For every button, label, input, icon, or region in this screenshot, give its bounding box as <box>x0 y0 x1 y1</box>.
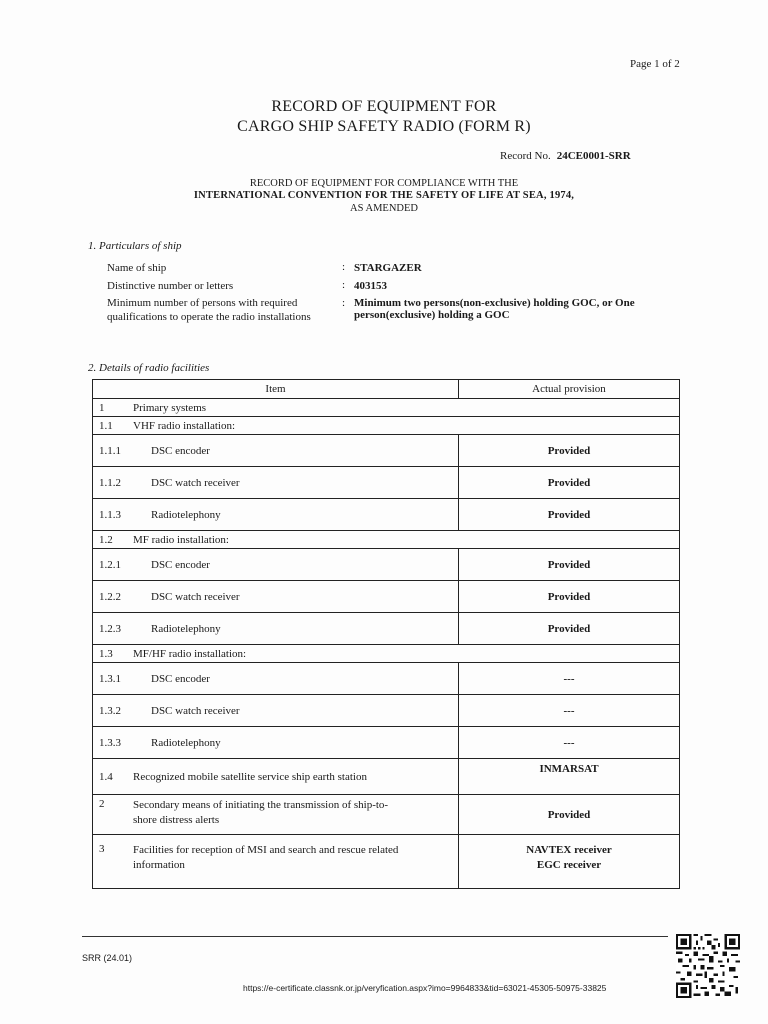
row-label: MF/HF radio installation: <box>133 647 247 660</box>
row-label-line2: information <box>133 859 185 871</box>
row-number: 2 <box>99 798 105 810</box>
table-row <box>93 663 680 695</box>
min-persons-value-line1: Minimum two persons(non-exclusive) holding GOC, or One <box>354 297 635 309</box>
table-row <box>93 549 680 581</box>
row-provision: Provided <box>459 549 680 581</box>
row-number: 1.1.3 <box>99 508 121 521</box>
page-number: Page 1 of 2 <box>630 58 680 70</box>
row-provision: --- <box>459 695 680 727</box>
convention-line2: INTERNATIONAL CONVENTION FOR THE SAFETY OF LIFE AT SEA, 1974, <box>193 190 575 201</box>
row-provision: Provided <box>459 795 680 835</box>
particulars-heading: 1. Particulars of ship <box>88 240 182 252</box>
row-provision: INMARSAT <box>459 759 680 795</box>
footer-divider <box>82 936 668 937</box>
table-row <box>93 435 680 467</box>
row-provision-line1: NAVTEX receiver <box>526 844 612 856</box>
row-label: Radiotelephony <box>151 622 221 635</box>
distinctive-number-label: Distinctive number or letters <box>107 280 234 292</box>
colon: : <box>342 261 346 273</box>
row-label: Primary systems <box>133 401 207 414</box>
convention-line3: AS AMENDED <box>350 203 418 214</box>
convention-line1: RECORD OF EQUIPMENT FOR COMPLIANCE WITH THE <box>249 178 519 189</box>
row-label: DSC encoder <box>151 444 210 457</box>
table-row <box>93 835 680 889</box>
row-provision: Provided <box>459 499 680 531</box>
row-label: Radiotelephony <box>151 736 221 749</box>
row-number: 1.1 <box>99 419 113 432</box>
row-provision: Provided <box>459 613 680 645</box>
table-row <box>93 727 680 759</box>
row-provision-line2: EGC receiver <box>536 859 602 871</box>
colon: : <box>342 297 346 309</box>
row-provision: --- <box>459 663 680 695</box>
row-provision: --- <box>459 727 680 759</box>
row-number: 1.2.3 <box>99 622 121 635</box>
table-row <box>93 417 680 435</box>
colon: : <box>342 279 346 291</box>
row-number: 1.2.2 <box>99 590 121 603</box>
row-number: 1.2 <box>99 533 113 546</box>
row-number: 1.2.1 <box>99 558 121 571</box>
min-persons-label-line2: qualifications to operate the radio installations <box>107 311 311 323</box>
row-provision: Provided <box>459 581 680 613</box>
column-header-item: Item <box>93 380 459 399</box>
row-label-line1: Secondary means of initiating the transmission of ship-to- <box>133 799 389 811</box>
table-row <box>93 613 680 645</box>
row-label: VHF radio installation: <box>133 419 236 432</box>
table-row <box>93 759 680 795</box>
radio-facilities-table <box>92 379 680 889</box>
min-persons-value-line2: person(exclusive) holding a GOC <box>354 309 510 321</box>
distinctive-number-value: 403153 <box>354 280 387 292</box>
qr-code-icon[interactable] <box>676 934 740 998</box>
row-number: 1.4 <box>99 770 113 783</box>
table-row <box>93 645 680 663</box>
ship-name-label: Name of ship <box>107 262 167 274</box>
row-number: 1.3.1 <box>99 672 121 685</box>
table-row <box>93 467 680 499</box>
row-label: MF radio installation: <box>133 533 229 546</box>
row-number: 1.3.2 <box>99 704 121 717</box>
row-label-line1: Facilities for reception of MSI and search and rescue related <box>133 844 399 856</box>
document-title-line2: CARGO SHIP SAFETY RADIO (FORM R) <box>237 118 531 135</box>
row-label: Recognized mobile satellite service ship earth station <box>133 770 367 783</box>
row-label: DSC watch receiver <box>151 476 240 489</box>
record-number-value: 24CE0001-SRR <box>556 150 631 162</box>
column-header-provision: Actual provision <box>459 380 680 399</box>
row-number: 1.1.2 <box>99 476 121 489</box>
table-row <box>93 795 680 835</box>
record-number-label: Record No. <box>500 150 551 162</box>
table-row <box>93 399 680 417</box>
row-label: Radiotelephony <box>151 508 221 521</box>
table-header-row <box>93 380 680 399</box>
row-label: DSC encoder <box>151 672 210 685</box>
row-number: 1.3 <box>99 647 113 660</box>
table-row <box>93 581 680 613</box>
row-number: 3 <box>99 843 105 855</box>
row-provision: Provided <box>459 467 680 499</box>
min-persons-label-line1: Minimum number of persons with required <box>107 297 298 309</box>
ship-name-value: STARGAZER <box>354 262 422 274</box>
form-code: SRR (24.01) <box>82 953 133 963</box>
row-label: DSC encoder <box>151 558 210 571</box>
row-label-line2: shore distress alerts <box>133 814 220 826</box>
verification-url[interactable]: https://e-certificate.classnk.or.jp/veryfication.aspx?imo=9964833&tid=63021-45305-50975-33825 <box>243 983 607 993</box>
details-heading: 2. Details of radio facilities <box>88 362 210 374</box>
row-label: DSC watch receiver <box>151 704 240 717</box>
row-number: 1 <box>99 401 105 414</box>
table-row <box>93 695 680 727</box>
row-label: DSC watch receiver <box>151 590 240 603</box>
row-provision: Provided <box>459 435 680 467</box>
table-row <box>93 531 680 549</box>
row-number: 1.1.1 <box>99 444 121 457</box>
row-number: 1.3.3 <box>99 736 121 749</box>
table-row <box>93 499 680 531</box>
document-title-line1: RECORD OF EQUIPMENT FOR <box>271 98 497 115</box>
record-number <box>500 150 631 162</box>
